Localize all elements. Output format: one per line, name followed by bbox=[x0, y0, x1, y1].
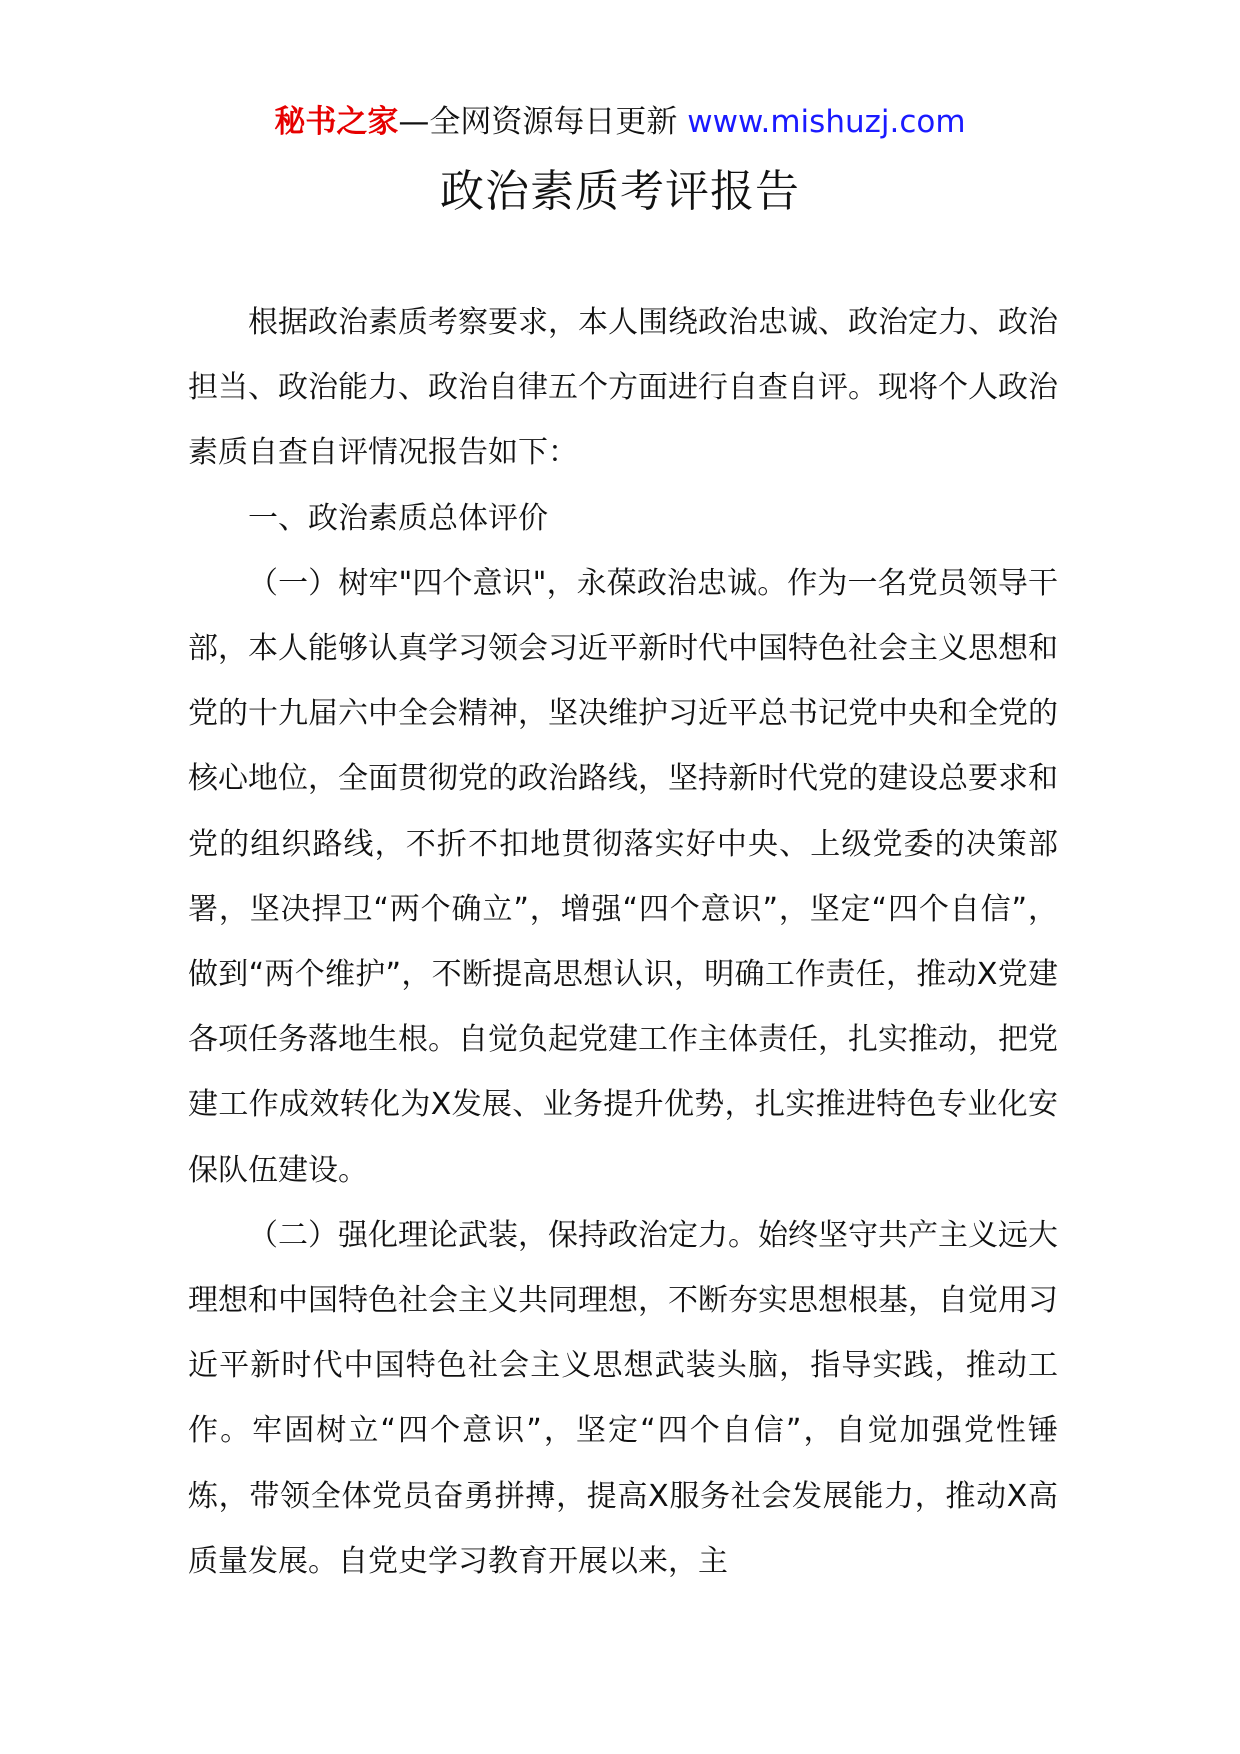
intro-paragraph: 根据政治素质考察要求，本人围绕政治忠诚、政治定力、政治担当、政治能力、政治自律五个方面进行自查自评。现将个人政治素质自查自评情况报告如下： bbox=[188, 305, 1058, 471]
banner-url-link[interactable]: www.mishuzj.com bbox=[687, 104, 966, 140]
body-paragraph: （一）树牢"四个意识"，永葆政治忠诚。作为一名党员领导干部，本人能够认真学习领会习近平新时代中国特色社会主义思想和党的十九届六中全会精神，坚决维护习近平总书记党中央和全党的核心地位，全面贯彻党的政治路线，坚持新时代党的建设总要求和党的组织路线，不折不扣地贯彻落实好中央、上级党委的决策部署，坚决捍卫“两个确立”，增强“四个意识”，坚定“四个自信”，做到“两个维护”，不断提高思想认识，明确工作责任，推动X党建各项任务落地生根。自觉负起党建工作主体责任，扎实推动，把党建工作成效转化为X发展、业务提升优势，扎实推进特色专业化安保队伍建设。 bbox=[188, 565, 1058, 1188]
body-paragraph: （二）强化理论武装，保持政治定力。始终坚守共产主义远大理想和中国特色社会主义共同理想，不断夯实思想根基，自觉用习近平新时代中国特色社会主义思想武装头脑，指导实践，推动工作。牢固树立“四个意识”，坚定“四个自信”，自觉加强党性锤炼，带领全体党员奋勇拼搏，提高X服务社会发展能力，推动X高质量发展。自党史学习教育开展以来，主 bbox=[188, 1217, 1058, 1579]
document-title: 政治素质考评报告 bbox=[440, 166, 800, 217]
document-body bbox=[188, 290, 1058, 1594]
site-banner bbox=[0, 100, 1240, 144]
banner-brand: 秘书之家 bbox=[274, 104, 399, 140]
section-heading: 一、政治素质总体评价 bbox=[248, 500, 548, 536]
banner-tagline: —全网资源每日更新 bbox=[398, 104, 688, 140]
